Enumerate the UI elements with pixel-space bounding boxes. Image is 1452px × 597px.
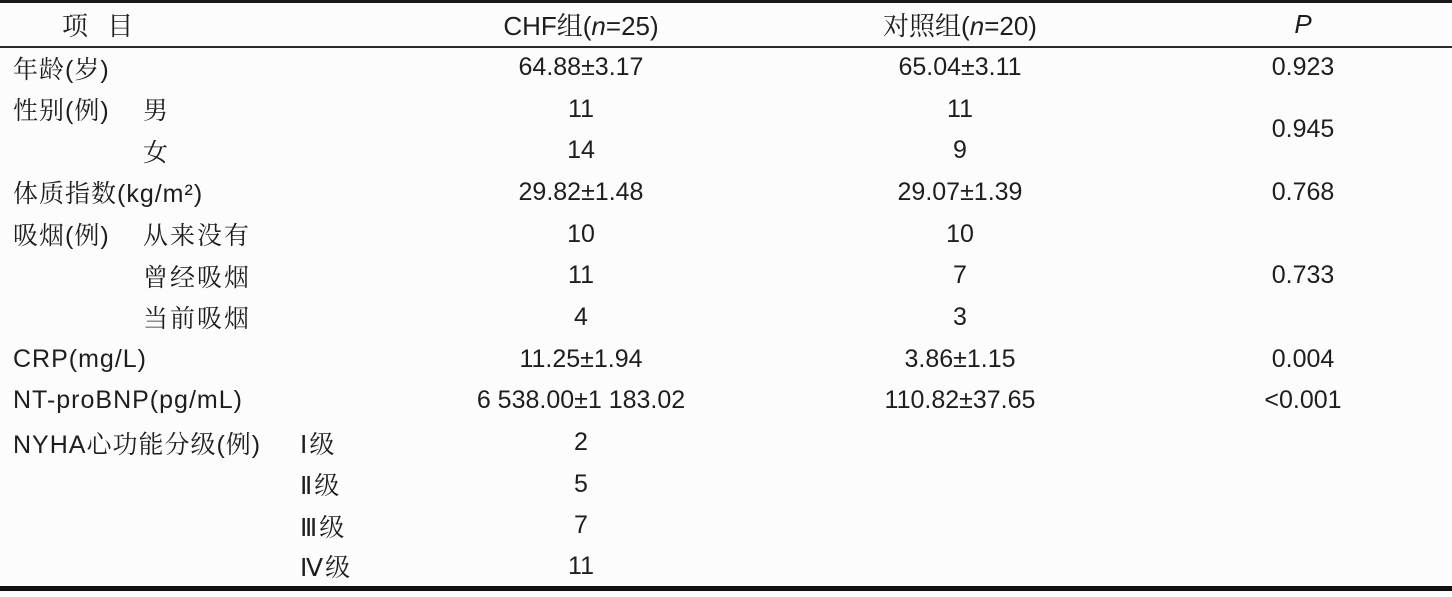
control-value-cell: 3.86±1.15 [904, 344, 1016, 373]
row-label-cell [0, 380, 380, 422]
row-label-cell [0, 213, 380, 255]
table-row [0, 88, 1452, 130]
control-value-cell: 3 [953, 302, 967, 331]
control-value-cell [782, 547, 1138, 589]
row-sublabel: 从来没有 [143, 222, 252, 251]
row-label-cell [0, 338, 380, 380]
header-chf-prefix: CHF组( [503, 10, 592, 41]
chf-value-cell: 6 538.00±1 183.02 [476, 386, 686, 415]
row-label-cell [0, 255, 380, 297]
header-item-column [0, 2, 380, 47]
header-control-suffix: =20) [984, 10, 1037, 41]
row-label: 吸烟(例) [13, 222, 110, 251]
row-label-cell [0, 297, 380, 339]
control-value-cell: 65.04±3.11 [898, 53, 1022, 82]
header-chf-suffix: =25) [605, 10, 659, 41]
chf-value-cell: 14 [567, 136, 595, 165]
table-row [0, 338, 1452, 380]
chf-value-cell: 4 [574, 302, 588, 331]
row-label: 体质指数(kg/m²) [13, 180, 204, 209]
row-label-cell [0, 463, 380, 505]
p-value-cell: 0.945 [1271, 115, 1335, 144]
p-value-cell: 0.733 [1271, 261, 1335, 290]
row-label-cell [0, 422, 380, 464]
control-value-cell: 29.07±1.39 [897, 177, 1023, 206]
chf-value-cell: 10 [567, 219, 595, 248]
chf-value-cell: 11 [568, 551, 594, 580]
table-row [0, 172, 1452, 214]
chf-value-cell: 7 [574, 511, 588, 540]
control-value-cell: 110.82±37.65 [884, 386, 1036, 415]
row-sublabel: 女 [143, 138, 171, 167]
row-label-cell [0, 505, 380, 547]
header-p-label: P [1294, 8, 1312, 39]
chf-value-cell: 29.82±1.48 [518, 177, 644, 206]
table-row [0, 213, 1452, 255]
control-value-cell: 10 [946, 219, 974, 248]
table-row [0, 47, 1452, 89]
row-label: NT-proBNP(pg/mL) [13, 386, 243, 415]
row-label: 性别(例) [13, 97, 110, 126]
row-sublabel: 当前吸烟 [143, 305, 252, 334]
header-chf-n: n [591, 10, 606, 41]
header-item-label: 项 目 [62, 10, 140, 41]
row-sublabel: 曾经吸烟 [143, 263, 252, 292]
row-sublabel: Ⅱ级 [300, 472, 342, 501]
p-value-cell: 0.004 [1271, 344, 1335, 373]
row-label-cell [0, 47, 380, 89]
p-value-cell [1138, 422, 1452, 589]
row-label-cell [0, 88, 380, 130]
control-value-cell [782, 505, 1138, 547]
table-row [0, 422, 1452, 464]
chf-value-cell: 11 [568, 261, 594, 290]
table-row [0, 380, 1452, 422]
row-sublabel: Ⅰ级 [300, 430, 337, 459]
row-label-cell [0, 130, 380, 172]
row-label-cell [0, 172, 380, 214]
p-value-cell: 0.923 [1271, 53, 1335, 82]
row-label: NYHA心功能分级(例) [13, 430, 262, 459]
row-sublabel: 男 [143, 97, 171, 126]
header-control-column [782, 2, 1138, 47]
control-value-cell [782, 463, 1138, 505]
header-p-column [1138, 2, 1452, 47]
chf-value-cell: 11.25±1.94 [519, 344, 643, 373]
row-label: CRP(mg/L) [13, 344, 148, 373]
control-value-cell: 11 [947, 94, 973, 123]
header-chf-column [380, 2, 782, 47]
chf-value-cell: 64.88±3.17 [518, 53, 644, 82]
header-control-prefix: 对照组( [883, 10, 970, 41]
p-value-cell: 0.768 [1271, 177, 1335, 206]
chf-value-cell: 5 [574, 469, 588, 498]
table-header-row [0, 2, 1452, 47]
control-value-cell [782, 422, 1138, 464]
header-control-n: n [969, 10, 985, 41]
control-value-cell: 9 [953, 136, 967, 165]
p-value-cell: <0.001 [1264, 386, 1342, 415]
row-label: 年龄(岁) [13, 55, 110, 84]
control-value-cell: 7 [953, 261, 967, 290]
chf-value-cell: 11 [568, 94, 594, 123]
row-label-cell [0, 547, 380, 589]
row-sublabel: Ⅲ级 [300, 513, 347, 542]
chf-value-cell: 2 [574, 428, 588, 457]
row-sublabel: Ⅳ级 [300, 554, 353, 583]
